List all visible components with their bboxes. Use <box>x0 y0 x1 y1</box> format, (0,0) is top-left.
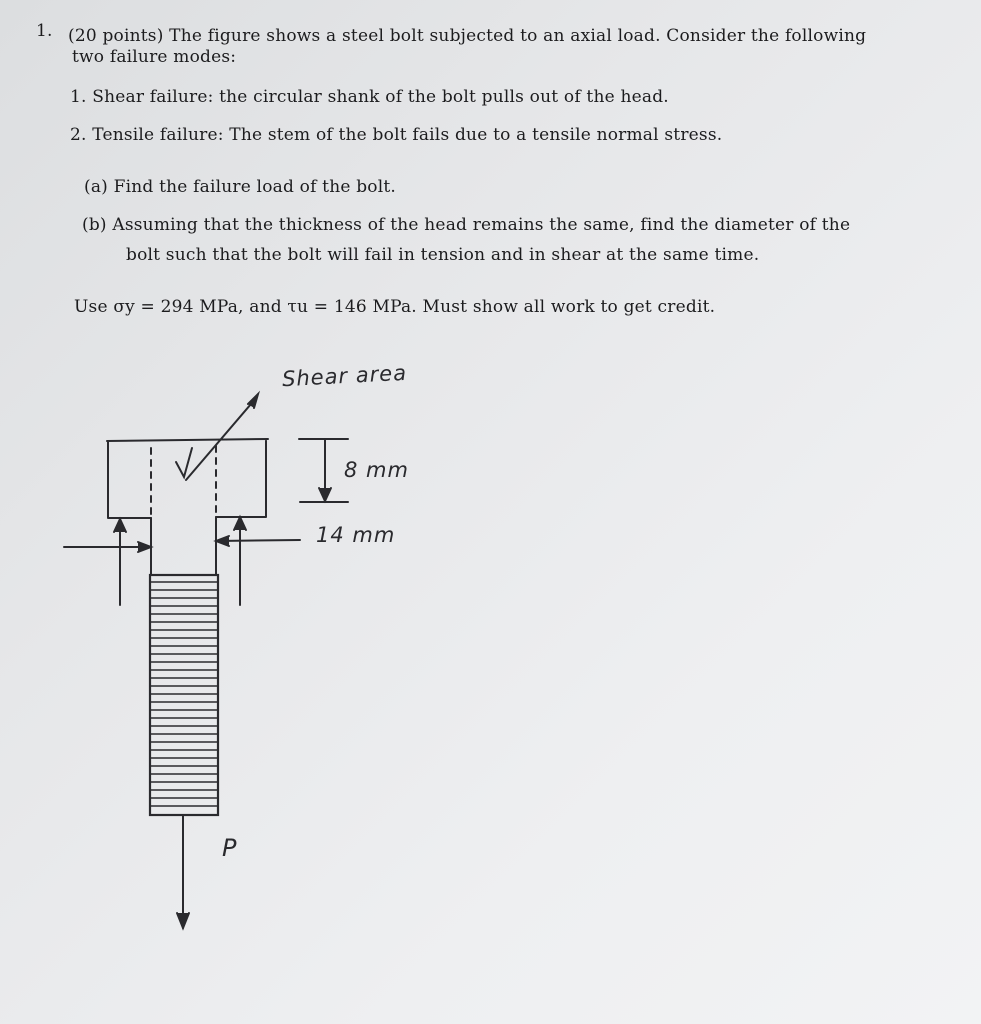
head-thickness-label: 8 mm <box>344 458 409 482</box>
failure-mode-tensile: 2. Tensile failure: The stem of the bolt fails due to a tensile normal stress. <box>70 125 723 145</box>
failure-mode-shear: 1. Shear failure: the circular shank of the bolt pulls out of the head. <box>70 87 669 107</box>
question-statement-line-2: two failure modes: <box>72 47 237 67</box>
load-label: P <box>222 834 238 862</box>
thread-lines <box>150 582 218 806</box>
part-b-line-1: (b) Assuming that the thickness of the head remains the same, find the diameter of the <box>82 215 851 235</box>
part-a: (a) Find the failure load of the bolt. <box>84 177 397 197</box>
question-number: 1. <box>36 21 53 41</box>
shank-diameter-label: 14 mm <box>316 523 396 547</box>
question-statement-line-1: (20 points) The figure shows a steel bolt subjected to an axial load. Consider the following <box>68 26 867 46</box>
part-b-line-2: bolt such that the bolt will fail in tension and in shear at the same time. <box>126 245 760 265</box>
threaded-section <box>150 575 218 815</box>
shear-tick-mark <box>176 448 192 477</box>
shear-area-label: Shear area <box>281 360 408 392</box>
given-values: Use σy = 294 MPa, and τu = 146 MPa. Must show all work to get credit. <box>74 297 716 317</box>
diameter-dimension-right <box>217 540 300 541</box>
